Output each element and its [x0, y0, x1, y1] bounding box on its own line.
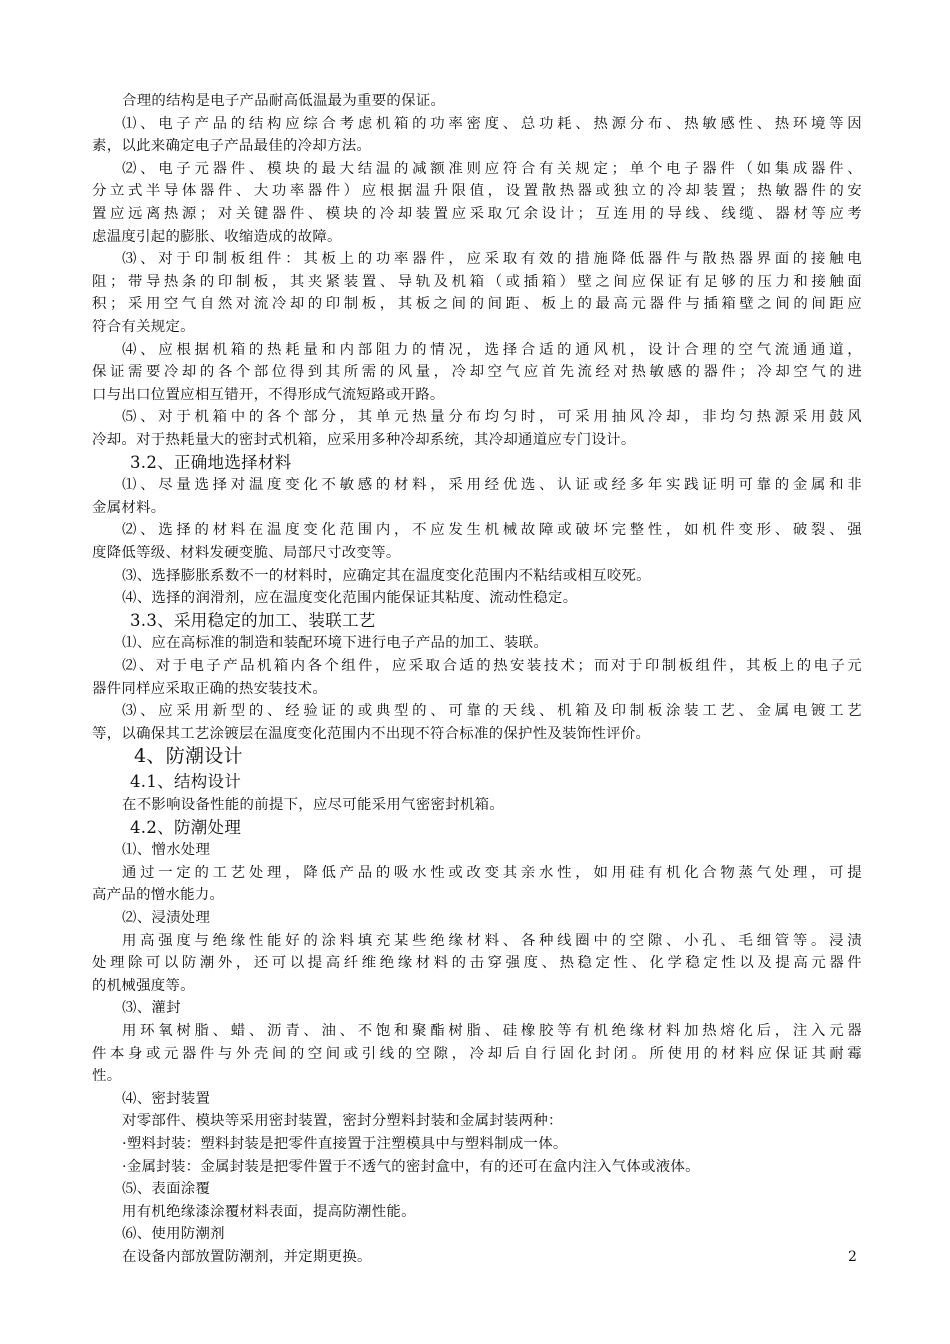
- text-line: 通过一定的工艺处理，降低产品的吸水性或改变其亲水性，如用硅有机化合物蒸气处理，可提: [122, 864, 862, 881]
- text-line: 口与出口位置应相互错开，不得形成气流短路或开路。: [92, 386, 445, 403]
- text-line: 处理除可以防潮外，还可以提高纤维绝缘材料的击穿强度、热稳定性、化学稳定性以及提高元器件: [92, 955, 862, 972]
- page-number: 2: [848, 1249, 857, 1265]
- text-line: 等，以确保其工艺涂镀层在温度变化范围内不出现不符合标准的保护性及装饰性评价。: [92, 725, 651, 742]
- text-line: 高产品的憎水能力。: [92, 887, 225, 904]
- text-line: ⑷、密封装置: [122, 1090, 211, 1107]
- text-line: ⑴、电子产品的结构应综合考虑机箱的功率密度、总功耗、热源分布、热敏感性、热环境等因: [122, 115, 862, 132]
- text-line: ⑴、应在高标准的制造和装配环境下进行电子产品的加工、装联。: [122, 635, 549, 652]
- text-line: ·金属封装：金属封装是把零件置于不透气的密封盒中，有的还可在盒内注入气体或液体。: [122, 1158, 700, 1175]
- text-line: ⑴、尽量选择对温度变化不敏感的材料，采用经优选、认证或经多年实践证明可靠的金属和非: [122, 477, 862, 494]
- text-line: 度降低等级、材料发硬变脆、局部尺寸改变等。: [92, 545, 401, 561]
- text-line: ⑵、浸渍处理: [122, 910, 211, 926]
- text-line: 的机械强度等。: [92, 977, 195, 994]
- text-line: 器件同样应采取正确的热安装技术。: [92, 680, 328, 697]
- text-line: 素，以此来确定电子产品最佳的冷却方法。: [92, 138, 372, 155]
- text-line: ·塑料封装：塑料封装是把零件直接置于注塑模具中与塑料制成一体。: [122, 1136, 568, 1152]
- text-line: ⑶、对于印制板组件：其板上的功率器件，应采取有效的措施降低器件与散热器界面的接触电: [122, 251, 862, 268]
- section-heading: 4.1、结构设计: [130, 772, 242, 792]
- text-line: ⑶、灌封: [122, 1000, 181, 1017]
- text-line: 保证需要冷却的各个部位得到其所需的风量，冷却空气应首先流经对热敏感的器件；冷却空气的进: [92, 364, 862, 381]
- text-line: ⑶、应采用新型的、经验证的或典型的、可靠的天线、机箱及印制板涂装工艺、金属电镀工艺: [122, 703, 862, 720]
- text-line: ⑹、使用防潮剂: [122, 1226, 225, 1243]
- text-line: ⑵、对于电子产品机箱内各个组件，应采取合适的热安装技术；而对于印制板组件，其板上的电子元: [122, 658, 862, 674]
- text-line: 金属材料。: [92, 499, 166, 516]
- section-heading: 3.3、采用稳定的加工、装联工艺: [130, 610, 376, 630]
- text-line: ⑷、应根据机箱的热耗量和内部阻力的情况，选择合适的通风机，设计合理的空气流通通道，: [122, 341, 862, 358]
- chapter-heading: 4、防潮设计: [134, 745, 243, 768]
- text-line: ⑴、憎水处理: [122, 842, 211, 859]
- text-line: ⑷、选择的润滑剂，应在温度变化范围内能保证其粘度、流动性稳定。: [122, 590, 578, 607]
- text-line: 用高强度与绝缘性能好的涂料填充某些绝缘材料、各种线圈中的空隙、小孔、毛细管等。浸渍: [122, 932, 862, 949]
- text-line: ⑵、电子元器件、模块的最大结温的减额准则应符合有关规定；单个电子器件（如集成器件、: [122, 160, 862, 177]
- text-line: 置应远离热源；对关键器件、模块的冷却装置应采取冗余设计；互连用的导线、线缆、器材等应考: [92, 206, 862, 222]
- section-heading: 3.2、正确地选择材料: [130, 452, 292, 472]
- text-line: 性。: [92, 1068, 122, 1085]
- text-line: 在设备内部放置防潮剂，并定期更换。: [122, 1249, 372, 1265]
- text-line: 符合有关规定。: [92, 319, 195, 335]
- text-line: ⑸、表面涂覆: [122, 1181, 211, 1198]
- section-heading: 4.2、防潮处理: [130, 817, 242, 837]
- text-line: 件本身或元器件与外壳间的空间或引线的空隙，冷却后自行固化封闭。所使用的材料应保证其耐霉: [92, 1045, 862, 1062]
- text-line: 对零部件、模块等采用密封装置，密封分塑料封装和金属封装两种：: [122, 1113, 563, 1130]
- text-line: 阻；带导热条的印制板，其夹紧装置、导轨及机箱（或插箱）壁之间应保证有足够的压力和接触面: [92, 273, 862, 290]
- text-line: 分立式半导体器件、大功率器件）应根据温升限值，设置散热器或独立的冷却装置；热敏器件的安: [92, 183, 862, 200]
- text-line: 用有机绝缘漆涂覆材料表面，提高防潮性能。: [122, 1203, 416, 1220]
- text-line: ⑵、选择的材料在温度变化范围内，不应发生机械故障或破坏完整性，如机件变形、破裂、强: [122, 522, 862, 539]
- text-line: ⑶、选择膨胀系数不一的材料时，应确定其在温度变化范围内不粘结或相互咬死。: [122, 567, 651, 584]
- text-line: 积；采用空气自然对流冷却的印制板，其板之间的间距、板上的最高元器件与插箱壁之间的间距应: [92, 296, 862, 313]
- text-line: ⑸、对于机箱中的各个部分，其单元热量分布均匀时，可采用抽风冷却，非均匀热源采用鼓风: [122, 409, 862, 426]
- text-line: 在不影响设备性能的前提下，应尽可能采用气密密封机箱。: [122, 797, 504, 813]
- text-line: 用环氧树脂、蜡、沥青、油、不饱和聚酯树脂、硅橡胶等有机绝缘材料加热熔化后，注入元器: [122, 1023, 862, 1039]
- text-line: 合理的结构是电子产品耐高低温最为重要的保证。: [122, 93, 446, 109]
- text-line: 虑温度引起的膨胀、收缩造成的故障。: [92, 228, 342, 245]
- text-line: 冷却。对于热耗量大的密封式机箱，应采用多种冷却系统，其冷却通道应专门设计。: [92, 432, 636, 448]
